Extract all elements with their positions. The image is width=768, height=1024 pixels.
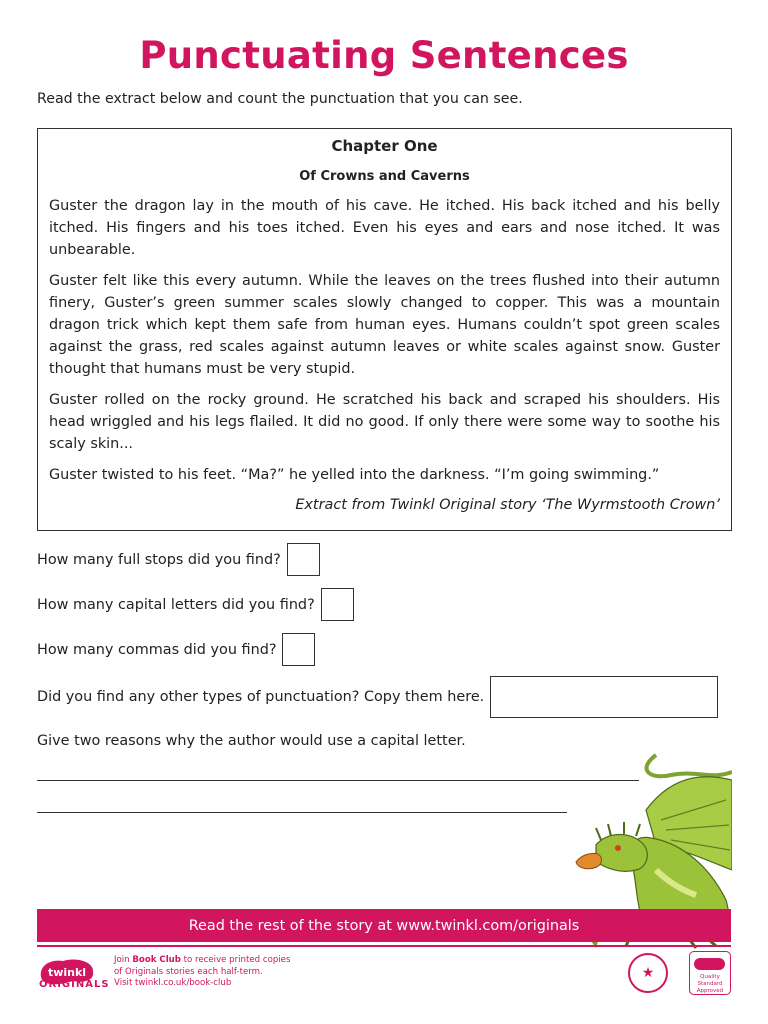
story-extract-box: [37, 128, 732, 531]
question-full-stops: [37, 543, 320, 576]
commas-answer-box[interactable]: [282, 633, 315, 666]
question-label: Did you find any other types of punctuation? Copy them here.: [37, 689, 485, 705]
twinkl-originals-logo[interactable]: [37, 957, 97, 997]
question-label: How many capital letters did you find?: [37, 596, 315, 613]
question-label: How many full stops did you find?: [37, 551, 281, 568]
book-club-note: Join Book Club to receive printed copies of Originals stories each half-term. Visit twinkl.co.uk/book-club: [114, 955, 291, 988]
question-label: How many commas did you find?: [37, 641, 277, 658]
extract-paragraph: Guster twisted to his feet. “Ma?” he yelled into the darkness. “I’m going swimming.”: [49, 467, 660, 483]
page-title: Punctuating Sentences: [139, 34, 629, 77]
seal-text: Quality Standard Approved: [696, 974, 724, 994]
star-icon: ★: [628, 953, 668, 993]
question-commas: [37, 633, 315, 666]
chapter-heading: Chapter One: [331, 137, 438, 155]
chapter-subtitle: Of Crowns and Caverns: [299, 169, 470, 184]
question-label: Give two reasons why the author would use a capital letter.: [37, 733, 466, 749]
full-stops-answer-box[interactable]: [287, 543, 320, 576]
footer-banner[interactable]: Read the rest of the story at www.twinkl.com/originals: [37, 909, 731, 942]
logo-subtext: ORIGINALS: [39, 979, 110, 990]
answer-line[interactable]: [37, 812, 567, 813]
question-capital-reasons: [37, 733, 466, 749]
extract-paragraph: Guster felt like this every autumn. While the leaves on the trees flushed into their autumn finery, Guster’s green summer scales slowly changed to copper. This was a mountain dragon trick which kept them safe from human eyes. Humans couldn’t spot green scales against the grass, red scales against autumn leaves or white scales against snow. Guster thought that humans must be very stupid.: [49, 273, 720, 377]
footer-divider: [37, 945, 731, 947]
logo-word: twinkl: [47, 966, 87, 979]
question-other-punctuation: [37, 676, 718, 718]
quality-seal-icon: [689, 951, 731, 995]
extract-paragraph: Guster the dragon lay in the mouth of his cave. He itched. His back itched and his belly itched. His fingers and his toes itched. Even his eyes and ears and nose itched. It was unbearable.: [49, 198, 720, 258]
instructions: Read the extract below and count the punctuation that you can see.: [37, 91, 523, 107]
extract-credit: Extract from Twinkl Original story ‘The Wyrmstooth Crown’: [295, 497, 720, 513]
capital-letters-answer-box[interactable]: [321, 588, 354, 621]
other-punctuation-answer-box[interactable]: [490, 676, 718, 718]
extract-paragraph: Guster rolled on the rocky ground. He scratched his back and scraped his shoulders. His head wriggled and his legs flailed. It did no good. If only there were some way to soothe his scaly skin...: [49, 392, 720, 452]
question-capital-letters: [37, 588, 354, 621]
